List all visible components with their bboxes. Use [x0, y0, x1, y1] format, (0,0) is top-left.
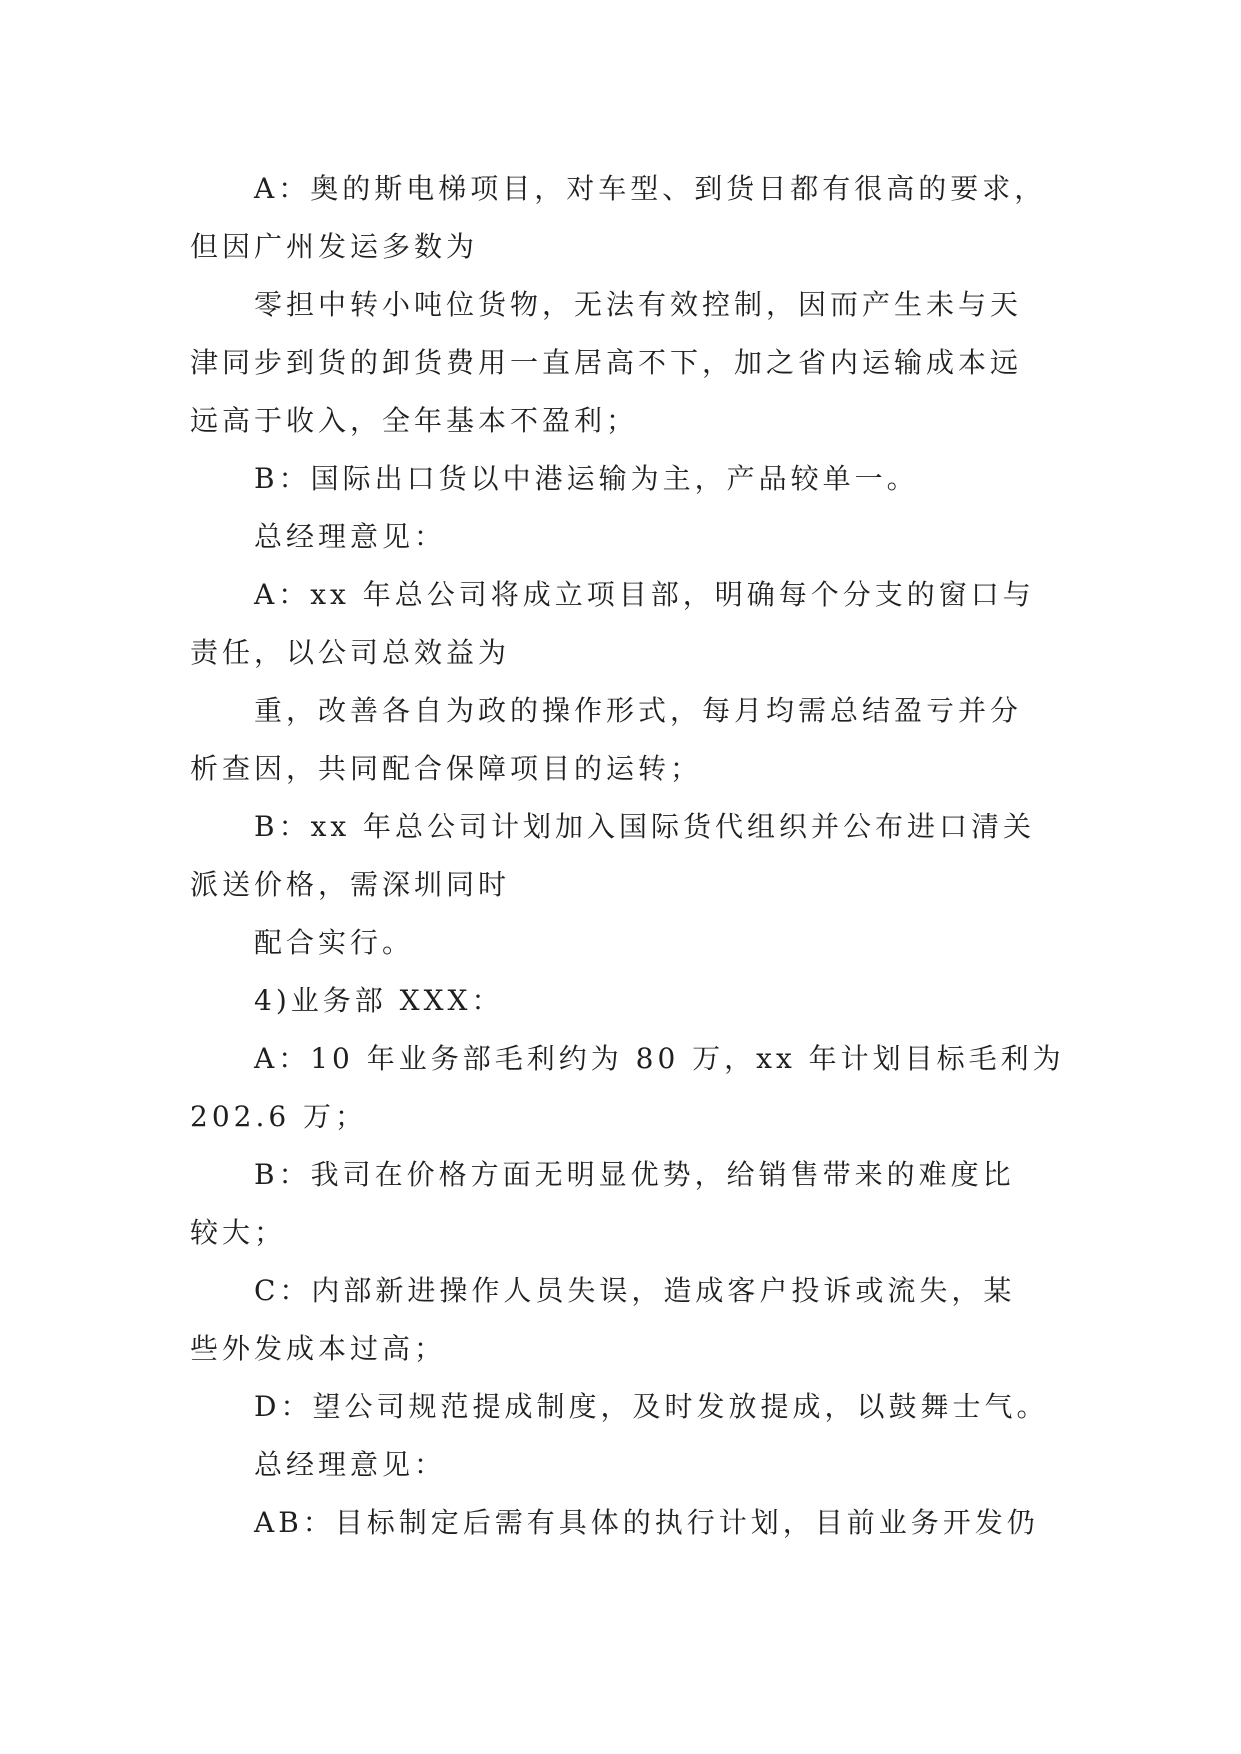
section-heading: 总经理意见： [254, 1448, 447, 1481]
text-line: 但因广州发运多数为 [190, 230, 479, 263]
text-line: 零担中转小吨位货物，无法有效控制，因而产生未与天 [254, 288, 1023, 321]
text-line: 责任，以公司总效益为 [190, 636, 511, 669]
text-line: B：xx 年总公司计划加入国际货代组织并公布进口清关 [254, 810, 1036, 843]
text-line: 配合实行。 [254, 926, 415, 959]
text-line: 重，改善各自为政的操作形式，每月均需总结盈亏并分 [254, 694, 1023, 727]
text-line: B：我司在价格方面无明显优势，给销售带来的难度比 [254, 1158, 1015, 1191]
text-line: B：国际出口货以中港运输为主，产品较单一。 [254, 462, 919, 495]
text-line: 些外发成本过高； [190, 1332, 447, 1365]
text-line: C：内部新进操作人员失误，造成客户投诉或流失，某 [254, 1274, 1016, 1307]
text-line: A：奥的斯电梯项目，对车型、到货日都有很高的要求， [254, 172, 1047, 205]
section-heading: 总经理意见： [254, 520, 447, 553]
text-line: A：xx 年总公司将成立项目部，明确每个分支的窗口与 [254, 578, 1035, 611]
section-heading: 4)业务部 XXX： [254, 984, 504, 1017]
text-line: 析查因，共同配合保障项目的运转； [190, 752, 703, 785]
text-line: 津同步到货的卸货费用一直居高不下，加之省内运输成本远 [190, 346, 1023, 379]
text-line: 远高于收入，全年基本不盈利； [190, 404, 639, 437]
text-line: AB：目标制定后需有具体的执行计划，目前业务开发仍 [254, 1506, 1039, 1539]
text-line: D：望公司规范提成制度，及时发放提成，以鼓舞士气。 [254, 1390, 1049, 1423]
text-line: A：10 年业务部毛利约为 80 万，xx 年计划目标毛利为 [254, 1042, 1065, 1075]
document-body [190, 160, 1065, 1552]
text-line: 较大； [190, 1216, 287, 1249]
text-line: 派送价格，需深圳同时 [190, 868, 511, 901]
text-line: 202.6 万； [190, 1100, 368, 1133]
